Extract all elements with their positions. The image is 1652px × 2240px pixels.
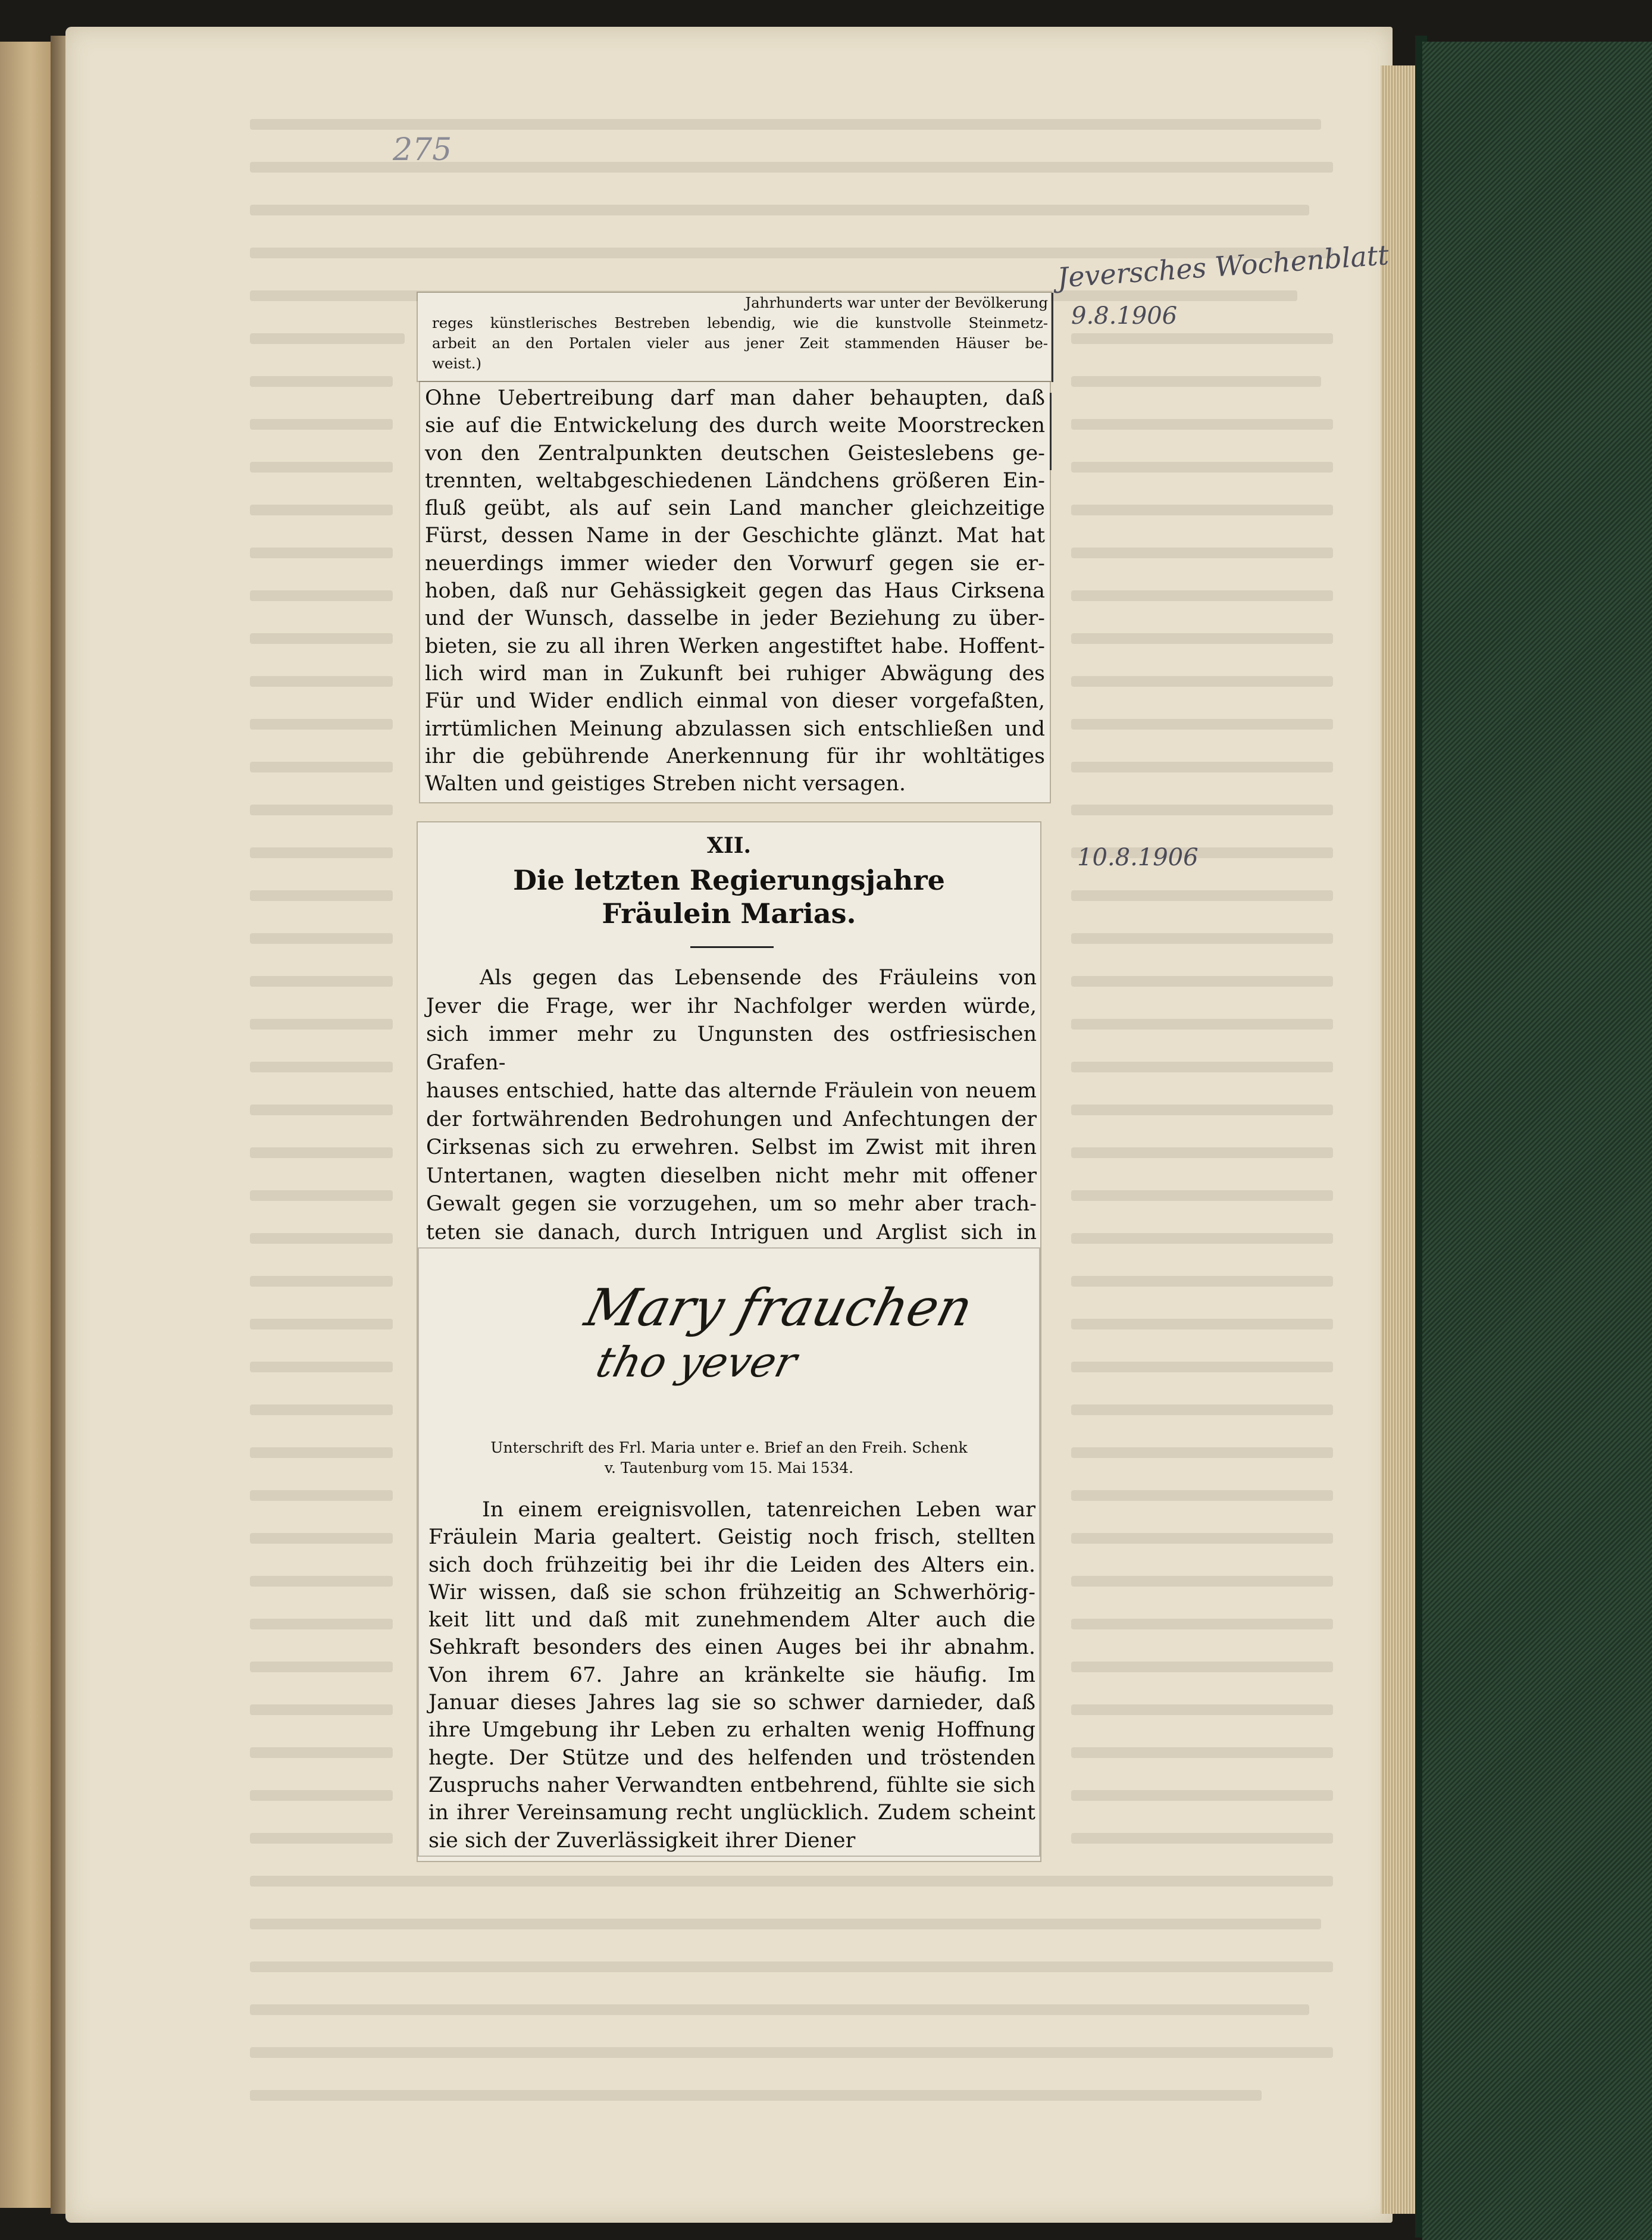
text-line: sich immer mehr zu Ungunsten des ostfriesischen Grafen- [426,1022,1037,1075]
text-line: Sehkraft besonders des einen Auges bei ihr abnahm. [428,1635,1035,1660]
clipping-signature [419,1249,1039,1856]
text-line: Wir wissen, daß sie schon frühzeitig an Schwerhörig- [428,1580,1035,1604]
text-line: Fräulein Maria gealtert. Geistig noch frisch, stellten [428,1525,1035,1550]
fragment-text [432,293,1048,374]
text-line: neuerdings immer wieder den Vorwurf gegen sie er- [425,551,1045,575]
text-line: der fortwährenden Bedrohungen und Anfechtungen der [426,1107,1037,1131]
fragment-line: Jahrhunderts war unter der Bevölkerung [745,294,1048,311]
text-line: trennten, weltabgeschiedenen Ländchens größeren Ein- [425,468,1045,493]
section-paragraph-2 [428,1496,1035,1854]
book-cover [1422,42,1652,2240]
section-number: XII. [706,833,752,858]
text-line: in ihrer Vereinsamung recht unglücklich. Zudem scheint [428,1801,1035,1825]
text-line: sie auf die Entwickelung des durch weite Moorstrecken [425,414,1045,438]
text-line: hoben, daß nur Gehässigkeit gegen das Haus Cirksena [425,579,1045,603]
text-line: ihre Umgebung ihr Leben zu erhalten wenig Hoffnung [428,1718,1035,1742]
text-line: hauses entschied, hatte das alternde Fräulein von neuem [426,1079,1037,1103]
text-line: Januar dieses Jahres lag sie so schwer darnieder, daß [428,1691,1035,1715]
text-line: und der Wunsch, dasselbe in jeder Beziehung zu über- [425,606,1045,631]
date-note-1: 9.8.1906 [1071,302,1178,330]
text-line: lich wird man in Zukunft bei ruhiger Abwägung des [425,661,1045,686]
text-line: In einem ereignisvollen, tatenreichen Leben war [482,1498,1035,1522]
text-line: keit litt und daß mit zunehmendem Alter auch die [428,1608,1035,1632]
text-line: Fürst, dessen Name in der Geschichte glänzt. Mat hat [425,524,1045,548]
text-line: Von ihrem 67. Jahre an kränkelte sie häufig. Im [428,1663,1035,1687]
fragment-line: reges künstlerisches Bestreben lebendig, wie die kunstvolle Steinmetz- [432,314,1048,331]
caption-line: v. Tautenburg vom 15. Mai 1534. [604,1459,854,1476]
text-line: teten sie danach, durch Intriguen und Arglist sich in [426,1220,1037,1244]
text-line: Untertanen, wagten dieselben nicht mehr mit offener [426,1163,1037,1188]
source-note: Jeversches Wochenblatt [1056,239,1390,294]
section-title-line-2: Fräulein Marias. [602,897,856,930]
text-line: Cirksenas sich zu erwehren. Selbst im Zwist mit ihren [426,1135,1037,1159]
text-line: Ohne Uebertreibung darf man daher behaupten, daß [425,386,1045,410]
signature-line-2: tho yever [591,1338,802,1387]
signature-caption [419,1438,1039,1478]
text-line: von den Zentralpunkten deutschen Geisteslebens ge- [425,441,1045,465]
page-number: 275 [393,132,452,168]
fragment-line: weist.) [432,355,482,372]
text-line: sich doch frühzeitig bei ihr die Leiden des Alters ein. [428,1553,1035,1577]
text-line: bieten, sie zu all ihren Werken angestiftet habe. Hoffent- [425,634,1045,658]
date-note-2: 10.8.1906 [1077,844,1199,871]
page-block-edges [1381,65,1415,2214]
title-rule [690,946,774,948]
section-title-line-1: Die letzten Regierungsjahre [513,864,945,896]
fragment-edge-line [1052,293,1053,382]
text-line: fluß geübt, als auf sein Land mancher gleichzeitige [425,496,1045,521]
text-line: Als gegen das Lebensende des Fräuleins von [480,966,1037,990]
text-line: sie sich der Zuverlässigkeit ihrer Diener [428,1828,856,1853]
text-line: Gewalt gegen sie vorzugehen, um so mehr aber trach- [426,1192,1037,1216]
left-page-edge [0,42,51,2208]
text-line: ihr die gebührende Anerkennung für ihr wohltätiges [425,744,1045,768]
paragraph-1-text [425,384,1045,797]
fragment-line: arbeit an den Portalen vieler aus jener Zeit stammenden Häuser be- [432,334,1048,352]
text-line: Jever die Frage, wer ihr Nachfolger werden würde, [426,994,1037,1018]
paragraph-edge-line [1050,393,1052,470]
text-line: hegte. Der Stütze und des helfenden und tröstenden [428,1745,1035,1770]
signature-line-1: Mary frauchen [579,1278,979,1338]
text-line: Für und Wider endlich einmal von dieser vorgefaßten, [425,689,1045,714]
text-line: Zuspruchs naher Verwandten entbehrend, fühlte sie sich [428,1773,1035,1797]
clipping-fragment [418,293,1051,381]
clipping-paragraph-1 [420,382,1050,802]
text-line: irrtümlichen Meinung abzulassen sich entschließen und [425,717,1045,741]
caption-line: Unterschrift des Frl. Maria unter e. Brief an den Freih. Schenk [490,1439,968,1456]
text-line: Walten und geistiges Streben nicht versagen. [425,772,906,796]
